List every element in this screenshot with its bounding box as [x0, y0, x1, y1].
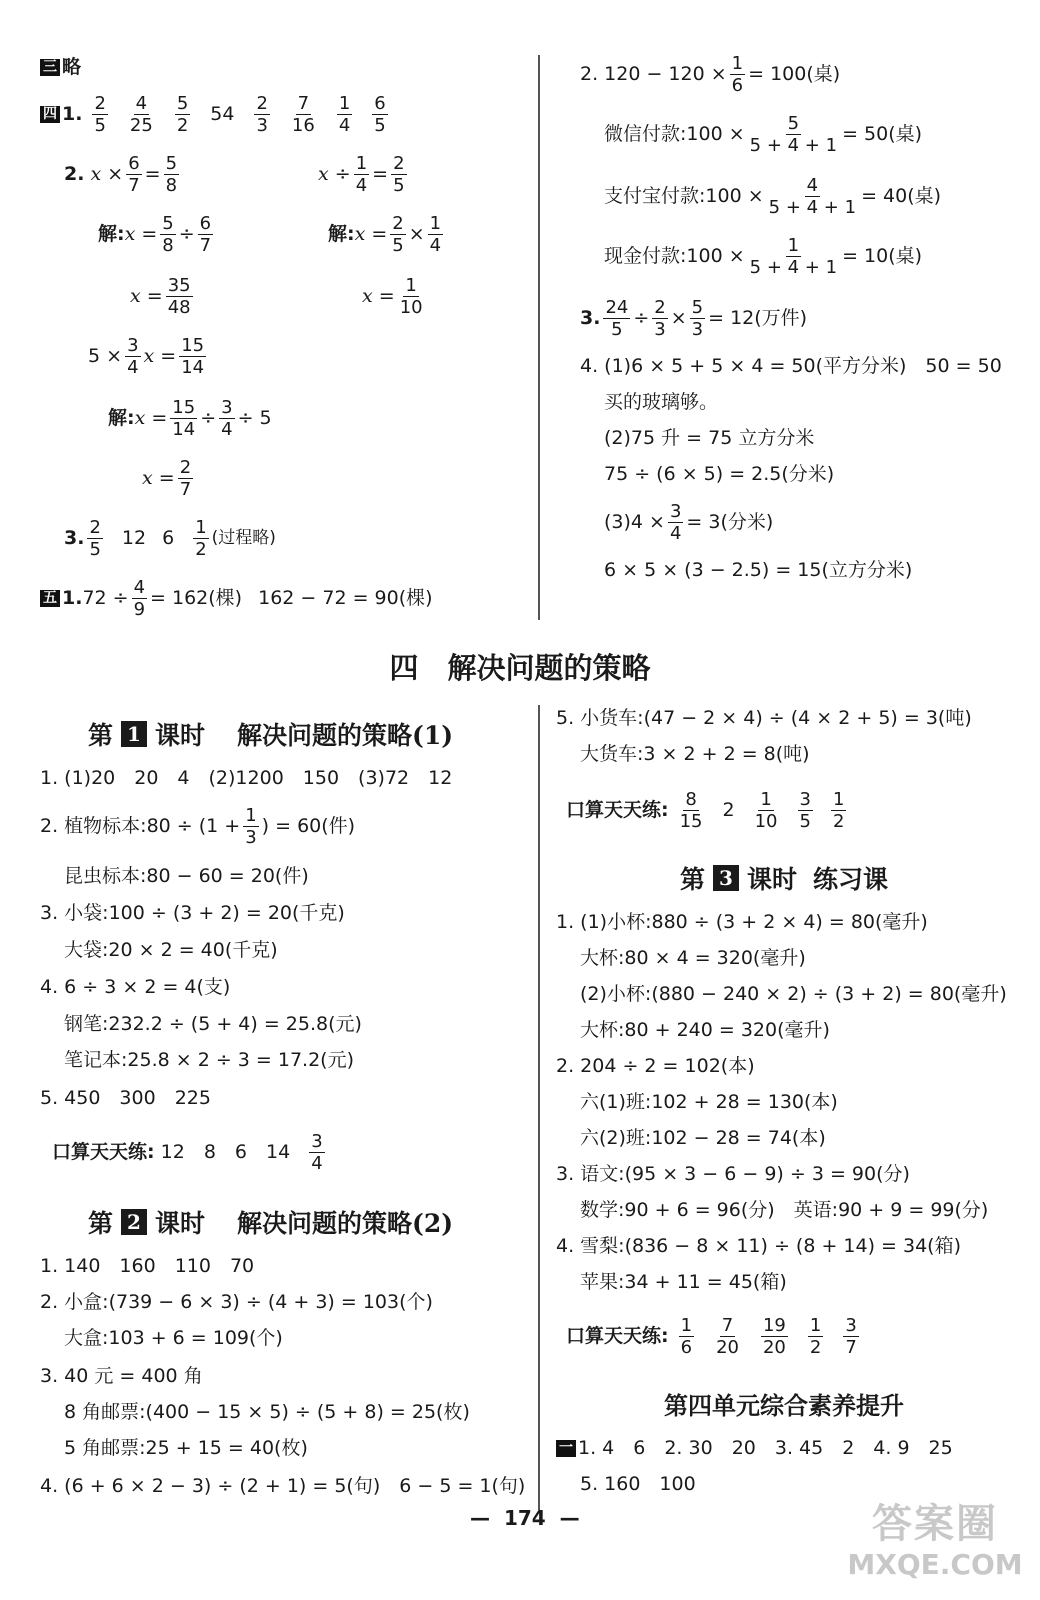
rt-q4-l1: 4. (1)6 × 5 + 5 × 4 = 50(平方分米) 50 = 50: [580, 355, 1002, 377]
answer-item: $\frac{6}{5}$: [374, 92, 386, 136]
rb-m10: 4. 雪梨:(836 − 8 × 11) ÷ (8 + 14) = 34(箱): [556, 1235, 962, 1257]
rt-q4-l6: 6 × 5 × (3 − 2.5) = 15(立方分米): [604, 559, 913, 581]
lesson-1-heading: 第 1 课时 解决问题的策略(1): [88, 721, 454, 750]
rb-m1: 1. (1)小杯:880 ÷ (3 + 2 × 4) = 80(毫升): [556, 911, 928, 933]
eq-row-6: x = $\frac{2}{7}$: [142, 456, 192, 500]
rb-m3: (2)小杯:(880 − 240 × 2) ÷ (3 + 2) = 80(毫升): [580, 983, 1007, 1005]
answer-item: $\frac{1}{2}$: [809, 1314, 822, 1358]
l2-line7: 4. (6 + 6 × 2 − 3) ÷ (2 + 1) = 5(句) 6 − 5 = 1(句): [40, 1475, 526, 1497]
q1-answers: [82, 93, 397, 136]
section-3: 三 略: [40, 55, 81, 79]
rt-q4-l2: 买的玻璃够。: [604, 391, 719, 413]
rb-m6: 六(1)班:102 + 28 = 130(本): [580, 1091, 838, 1113]
eq-row-1a: 2. x × $\frac{6}{7}$ = $\frac{5}{8}$: [64, 152, 178, 196]
lesson-2-heading: 第 2 课时 解决问题的策略(2): [88, 1209, 454, 1238]
answer-item: $\frac{3}{7}$: [845, 1314, 857, 1358]
rt-q3: 3. $\frac{24}{5}$ ÷ $\frac{2}{3}$ × $\frac{5}{3}$ = 12(万件): [580, 296, 808, 340]
rb-m8: 3. 语文:(95 × 3 − 6 − 9) ÷ 3 = 90(分): [556, 1163, 910, 1185]
rt-wechat: 微信付款:100 × $\frac{5}{5 + 4 + 1}$ = 50(桌): [604, 112, 923, 156]
answer-item: $\frac{19}{20}$: [762, 1314, 786, 1358]
l1-line4: 3. 小袋:100 ÷ (3 + 2) = 20(千克): [40, 902, 345, 924]
l1-line9: 5. 450 300 225: [40, 1087, 211, 1109]
rb-m9: 数学:90 + 6 = 96(分) 英语:90 + 9 = 99(分): [580, 1199, 989, 1221]
eq-row-1b: x ÷ $\frac{1}{4}$ = $\frac{2}{5}$: [318, 152, 405, 196]
rt-cash: 现金付款:100 × $\frac{1}{5 + 4 + 1}$ = 10(桌): [604, 234, 923, 278]
rb-m2: 大杯:80 × 4 = 320(毫升): [580, 947, 806, 969]
unit-review-title: 第四单元综合素养提升: [664, 1391, 904, 1420]
rb-oral-1: 口算天天练: $\frac{8}{15}$ 2 $\frac{1}{10}$ $\frac{3}{5}$ $\frac{1}{2}$: [566, 788, 845, 832]
rb-u1: 一 1. 4 6 2. 30 20 3. 45 2 4. 9 25: [556, 1436, 953, 1460]
rb-m5: 2. 204 ÷ 2 = 102(本): [556, 1055, 755, 1077]
l1-line8: 笔记本:25.8 × 2 ÷ 3 = 17.2(元): [64, 1049, 355, 1071]
chapter-title: 四 解决问题的策略: [389, 651, 651, 685]
answer-item: $\frac{1}{10}$: [754, 788, 778, 832]
answer-item: $\frac{2}{3}$: [256, 92, 268, 136]
answer-item: 54: [210, 103, 235, 125]
section-label: 三: [40, 59, 60, 76]
answer-item: $\frac{1}{6}$: [680, 1314, 693, 1358]
l2-line6: 5 角邮票:25 + 15 = 40(枚): [64, 1437, 308, 1459]
l2-line2: 2. 小盒:(739 − 6 × 3) ÷ (4 + 3) = 103(个): [40, 1291, 433, 1313]
l2-line1: 1. 140 160 110 70: [40, 1255, 255, 1277]
rb-u2: 5. 160 100: [580, 1473, 696, 1495]
watermark-logo: 答案圈 MXQE.COM: [847, 1501, 1023, 1581]
l2-line3: 大盒:103 + 6 = 109(个): [64, 1327, 283, 1349]
answer-item: $\frac{8}{15}$: [679, 788, 703, 832]
answer-item: $\frac{5}{2}$: [176, 92, 189, 136]
rt-q4-l4: 75 ÷ (6 × 5) = 2.5(分米): [604, 463, 835, 485]
rt-alipay: 支付宝付款:100 × $\frac{4}{5 + 4 + 1}$ = 40(桌): [604, 174, 942, 218]
eq-row-2b: 解: x = $\frac{2}{5}$ × $\frac{1}{4}$: [328, 212, 442, 256]
q4-1: 四 1. $\frac{2}{5}$ $\frac{4}{25}$ $\frac{5}{2}$ 54 $\frac{2}{3}$ $\frac{7}{16}$ $\frac{1}{4}$ $\frac{6}{5}$: [40, 92, 398, 136]
rt-q4-l5: (3)4 × $\frac{3}{4}$ = 3(分米): [604, 500, 774, 544]
rb-oral-2: 口算天天练: $\frac{1}{6}$ $\frac{7}{20}$ $\frac{19}{20}$ $\frac{1}{2}$ $\frac{3}{7}$: [566, 1314, 857, 1358]
answer-item: $\frac{7}{16}$: [291, 92, 315, 136]
l2-line4: 3. 40 元 = 400 角: [40, 1365, 203, 1387]
l1-line7: 钢笔:232.2 ÷ (5 + 4) = 25.8(元): [64, 1013, 362, 1035]
q5-1: 五 1. 72 ÷ $\frac{4}{9}$ = 162(棵) 162 − 72 = 90(棵): [40, 576, 433, 620]
answer-item: 2: [722, 799, 735, 821]
l1-line1: 1. (1)20 20 4 (2)1200 150 (3)72 12: [40, 767, 453, 789]
rb-m4: 大杯:80 + 240 = 320(毫升): [580, 1019, 830, 1041]
eq-row-3b: x = $\frac{1}{10}$: [362, 274, 423, 318]
l1-oral: 口算天天练: 12 8 6 14 $\frac{3}{4}$: [52, 1130, 323, 1174]
rb-m7: 六(2)班:102 − 28 = 74(本): [580, 1127, 826, 1149]
lesson-3-heading: 第 3 课时 练习课: [680, 865, 889, 894]
answer-item: $\frac{3}{5}$: [799, 788, 811, 832]
l1-line5: 大袋:20 × 2 = 40(千克): [64, 939, 278, 961]
q4-3: 3. $\frac{2}{5}$ 12 6 $\frac{1}{2}$ (过程略): [64, 516, 276, 560]
rb-line2: 大货车:3 × 2 + 2 = 8(吨): [580, 743, 810, 765]
answer-item: $\frac{1}{2}$: [832, 788, 845, 832]
rt-q4-l3: (2)75 升 = 75 立方分米: [604, 427, 815, 449]
eq-row-5: 解: x = $\frac{15}{14}$ ÷ $\frac{3}{4}$ ÷ 5: [108, 396, 272, 440]
answer-item: $\frac{2}{5}$: [94, 92, 106, 136]
eq-row-2a: 解: x = $\frac{5}{8}$ ÷ $\frac{6}{7}$: [98, 212, 212, 256]
l1-line2: 2. 植物标本:80 ÷ (1 + $\frac{1}{3}$ ) = 60(件): [40, 804, 356, 848]
page-number: — 174 —: [470, 1506, 580, 1530]
rt-q2: 2. 120 − 120 × $\frac{1}{6}$ = 100(桌): [580, 52, 841, 96]
l1-line6: 4. 6 ÷ 3 × 2 = 4(支): [40, 976, 231, 998]
l2-line5: 8 角邮票:(400 − 15 × 5) ÷ (5 + 8) = 25(枚): [64, 1401, 470, 1423]
answer-item: $\frac{7}{20}$: [716, 1314, 739, 1358]
rb-line1: 5. 小货车:(47 − 2 × 4) ÷ (4 × 2 + 5) = 3(吨): [556, 707, 972, 729]
answer-item: $\frac{4}{25}$: [129, 92, 153, 136]
eq-row-4: 5 × $\frac{3}{4}$ x = $\frac{15}{14}$: [88, 334, 205, 378]
rb-m11: 苹果:34 + 11 = 45(箱): [580, 1271, 787, 1293]
l1-line3: 昆虫标本:80 − 60 = 20(件): [64, 865, 309, 887]
column-divider-bottom: [538, 705, 540, 1510]
answer-item: $\frac{1}{4}$: [338, 92, 351, 136]
eq-row-3a: x = $\frac{35}{48}$: [130, 274, 191, 318]
column-divider-top: [538, 55, 540, 620]
